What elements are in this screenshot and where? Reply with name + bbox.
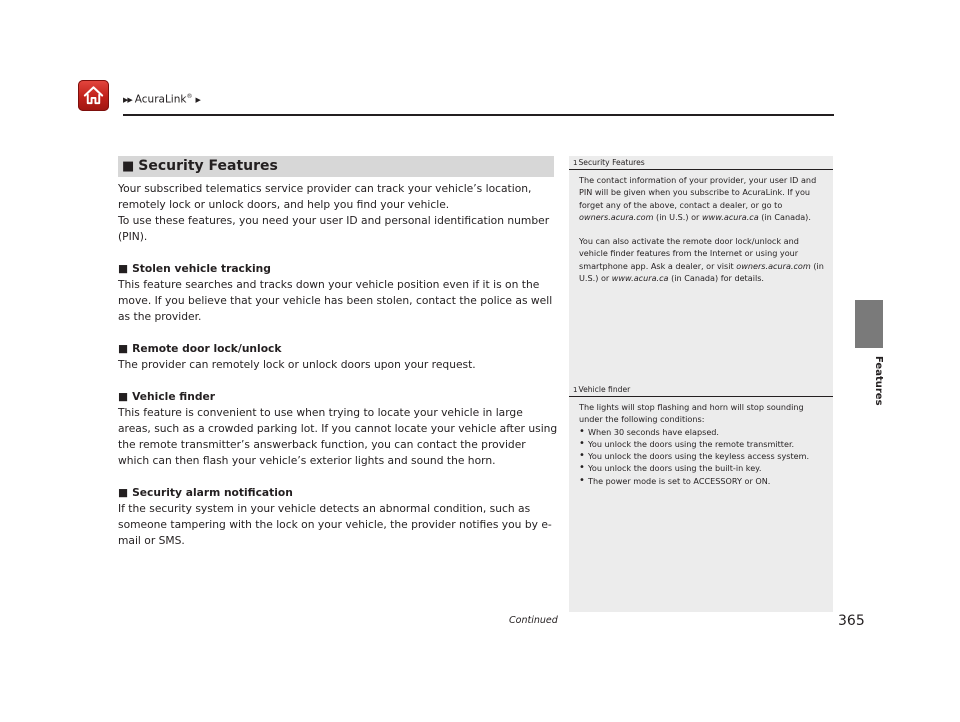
- intro-paragraph-2: To use these features, you need your user ID and personal identification number (PIN).: [118, 214, 550, 243]
- main-content: [118, 181, 558, 549]
- registered-mark: ®: [186, 93, 193, 100]
- note-title: 1Security Features: [569, 157, 833, 170]
- breadcrumb-arrows-icon: ▶▶: [123, 95, 132, 104]
- note-body: [569, 174, 833, 284]
- chapter-label: Features: [873, 356, 884, 406]
- note-paragraph: You can also activate the remote door lock/unlock and vehicle finder features from the Internet or using your smartphone app. Ask a dealer, or visit owners.acura.com (in U.S.) or www.acura.ca (in Canada) for details.: [579, 236, 824, 284]
- note-title: 1Vehicle finder: [569, 384, 833, 397]
- website-link[interactable]: www.acura.ca: [701, 211, 759, 222]
- note-body: [569, 401, 833, 487]
- note-marker-icon: 1: [573, 159, 578, 167]
- note-paragraph: The lights will stop flashing and horn will stop sounding under the following conditions:: [579, 402, 804, 425]
- subsection-body: This feature is convenient to use when trying to locate your vehicle in large areas, such as a crowded parking lot. If you cannot locate your vehicle after using the remote transmitter’s answerback function, you can contact the provider which can then flash your vehicle’s exterior lights and sound the horn.: [118, 406, 558, 467]
- section-square-icon: ■: [122, 159, 135, 174]
- subsection-body: If the security system in your vehicle detects an abnormal condition, such as someone tampering with the lock on your vehicle, the provider notifies you by e-mail or SMS.: [118, 502, 552, 547]
- intro-paragraph-1: Your subscribed telematics service provider can track your vehicle’s location, remotely lock or unlock doors, and help you find your vehicle.: [118, 182, 532, 211]
- website-link[interactable]: owners.acura.com: [736, 260, 811, 271]
- home-icon: [82, 84, 105, 107]
- website-link[interactable]: owners.acura.com: [579, 211, 654, 222]
- website-link[interactable]: www.acura.ca: [611, 273, 669, 284]
- subsection-heading: ■ Remote door lock/unlock: [118, 342, 282, 355]
- subsection-heading: ■ Stolen vehicle tracking: [118, 262, 271, 275]
- condition-list: [579, 426, 827, 487]
- subsection-square-icon: ■: [118, 342, 129, 355]
- list-item: • The power mode is set to ACCESSORY or ON.: [579, 475, 827, 487]
- section-title-bar: [118, 156, 554, 177]
- subsection-square-icon: ■: [118, 390, 129, 403]
- subsection-square-icon: ■: [118, 486, 129, 499]
- page-number: 365: [838, 613, 865, 629]
- header-rule: [123, 114, 834, 116]
- list-item: • You unlock the doors using the remote transmitter.: [579, 438, 827, 450]
- breadcrumb-text: AcuraLink: [134, 93, 187, 106]
- list-item: • You unlock the doors using the keyless access system.: [579, 450, 827, 462]
- chapter-tab[interactable]: [855, 300, 883, 348]
- note-security-features: [569, 157, 833, 284]
- subsection-body: This feature searches and tracks down your vehicle position even if it is on the move. If you believe that your vehicle has been stolen, contact the police as well as the provider.: [118, 278, 553, 323]
- breadcrumb-arrow-icon: ▶: [195, 95, 201, 104]
- list-item: • When 30 seconds have elapsed.: [579, 426, 827, 438]
- note-vehicle-finder: [569, 384, 833, 487]
- breadcrumb[interactable]: [123, 93, 201, 106]
- note-marker-icon: 1: [573, 386, 578, 394]
- home-button[interactable]: [78, 80, 109, 111]
- subsection-body: The provider can remotely lock or unlock doors upon your request.: [118, 358, 476, 371]
- continued-label: Continued: [509, 615, 558, 626]
- subsection-square-icon: ■: [118, 262, 129, 275]
- note-paragraph: The contact information of your provider, your user ID and PIN will be given when you subscribe to AcuraLink. If you forget any of the above, contact a dealer, or go to owners.acura.com (in U.S.) or www.acura.ca (in Canada).: [579, 175, 817, 222]
- subsection-heading: ■ Security alarm notification: [118, 486, 293, 499]
- list-item: • You unlock the doors using the built-in key.: [579, 462, 827, 474]
- subsection-heading: ■ Vehicle finder: [118, 390, 215, 403]
- section-title: Security Features: [138, 158, 278, 174]
